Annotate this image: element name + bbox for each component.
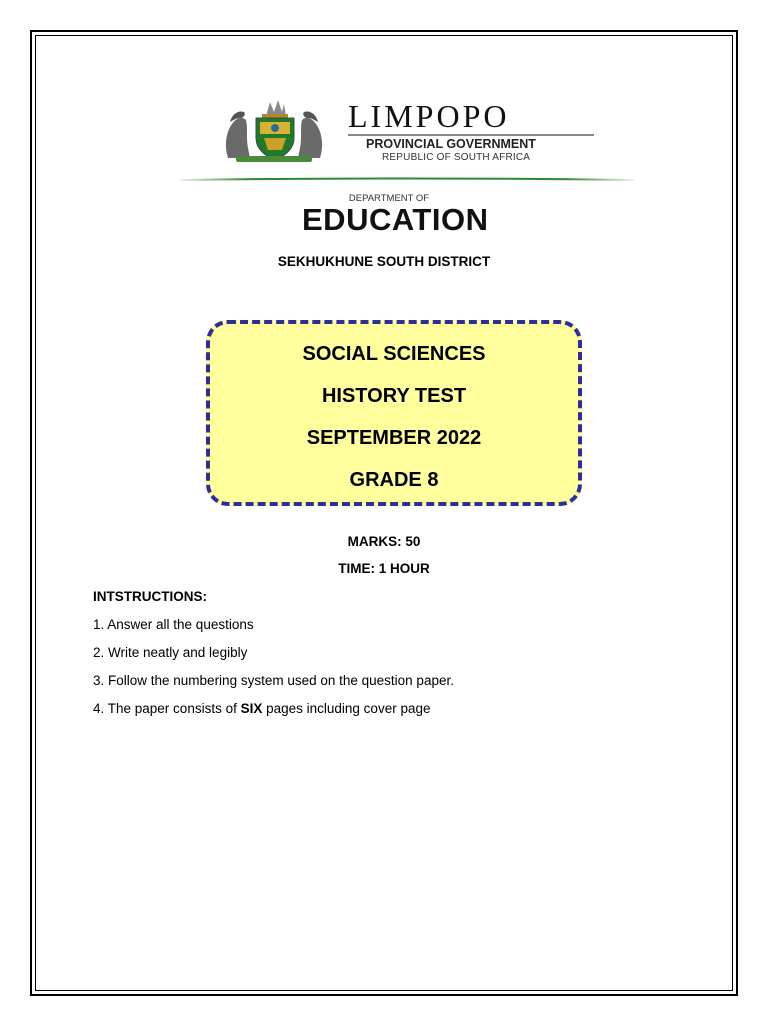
instruction-item-3: 3. Follow the numbering system used on the question paper.	[93, 673, 454, 688]
department-of-label: DEPARTMENT OF	[348, 193, 430, 204]
instruction-item-4	[93, 702, 430, 716]
grade-label: GRADE 8	[349, 469, 439, 491]
instruction-item-4-suffix: pages including cover page	[262, 701, 431, 716]
instruction-item-4-bold: SIX	[240, 701, 263, 716]
republic-label: REPUBLIC OF SOUTH AFRICA	[382, 152, 531, 163]
subject-title: SOCIAL SCIENCES	[302, 343, 486, 365]
marks-label: MARKS: 50	[347, 534, 421, 549]
provincial-government-label: PROVINCIAL GOVERNMENT	[366, 137, 536, 151]
logo-title: LIMPOPO	[348, 98, 510, 134]
district-name: SEKHUKHUNE SOUTH DISTRICT	[277, 254, 491, 269]
time-label: TIME: 1 HOUR	[338, 561, 430, 576]
instruction-item-1: 1. Answer all the questions	[93, 617, 254, 632]
coat-of-arms-icon	[222, 98, 326, 164]
education-title: EDUCATION	[302, 202, 489, 237]
test-date: SEPTEMBER 2022	[306, 427, 482, 449]
instruction-item-2: 2. Write neatly and legibly	[93, 645, 248, 660]
instructions-heading: INTSTRUCTIONS:	[93, 589, 207, 604]
instruction-item-4-prefix: 4. The paper consists of	[93, 701, 241, 716]
test-title: HISTORY TEST	[321, 385, 467, 407]
logo-divider	[348, 134, 594, 136]
title-box	[206, 320, 582, 506]
green-divider	[180, 176, 634, 181]
